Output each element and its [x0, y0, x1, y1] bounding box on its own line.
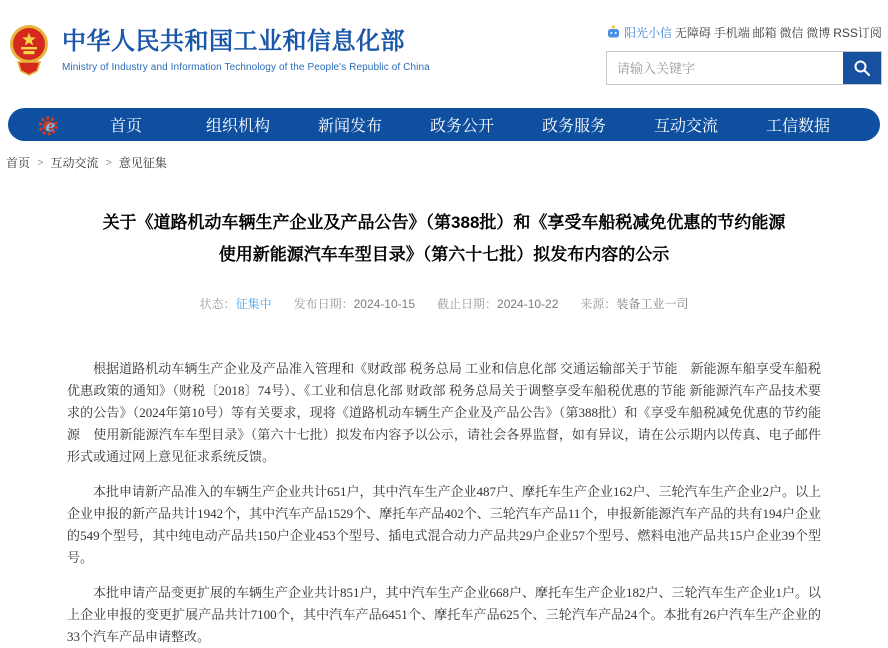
main-navbar [8, 108, 880, 141]
quick-link-sunshine-bot[interactable] [606, 24, 672, 41]
status-badge: 征集中 [235, 297, 272, 311]
meta-publish-label: 发布日期： [293, 297, 354, 311]
quick-link-label: 手机端 [713, 26, 750, 40]
breadcrumb-home[interactable]: 首页 [6, 156, 31, 170]
meta-publish-value: 2024-10-15 [353, 297, 415, 311]
nav-item-organization[interactable]: 组织机构 [205, 118, 270, 135]
article-content [67, 358, 821, 648]
nav-item-interaction[interactable]: 互动交流 [653, 118, 718, 135]
nav-item-gov-services[interactable]: 政务服务 [541, 118, 606, 135]
search-input[interactable] [607, 52, 843, 84]
ministry-name-en: Ministry of Industry and Information Technology of the People's Republic of China [62, 62, 430, 73]
svg-text:e: e [45, 116, 56, 135]
quick-link-rss[interactable] [833, 24, 882, 41]
meta-source-label: 来源： [580, 297, 617, 311]
nav-item-gov-disclosure[interactable]: 政务公开 [429, 118, 494, 135]
ministry-name-cn: 中华人民共和国工业和信息化部 [62, 28, 405, 55]
quick-link-mobile[interactable] [714, 24, 750, 41]
nav-item-industry-data[interactable]: 工信数据 [765, 118, 830, 135]
meta-deadline-date [437, 295, 558, 312]
search-icon [853, 59, 871, 77]
nav-item-home[interactable]: 首页 [109, 118, 142, 135]
quick-link-label: 邮箱 [752, 26, 777, 40]
search-button[interactable] [843, 52, 881, 84]
sunshine-bot-icon [606, 25, 621, 40]
quick-link-mail[interactable] [753, 24, 777, 41]
article-title [67, 207, 821, 271]
meta-source [580, 295, 688, 312]
breadcrumb-separator: > [37, 156, 44, 169]
meta-publish-date [294, 295, 415, 312]
quick-link-label: 阳光小信 [624, 26, 673, 40]
breadcrumb-current-opinion-collection[interactable]: 意见征集 [118, 156, 167, 170]
breadcrumb-separator: > [105, 156, 112, 169]
quick-link-accessibility[interactable] [675, 24, 711, 41]
quick-link-label: 微信 [779, 26, 804, 40]
miit-gear-e-logo-icon [38, 112, 64, 138]
meta-source-value: 装备工业一司 [616, 297, 689, 311]
search-bar [606, 51, 882, 85]
quick-link-label: RSS订阅 [833, 26, 882, 40]
site-logo-link[interactable] [8, 22, 430, 78]
quick-link-wechat[interactable] [780, 24, 804, 41]
quick-link-label: 微博 [806, 26, 831, 40]
breadcrumb-interaction[interactable]: 互动交流 [50, 156, 99, 170]
site-header [0, 0, 888, 100]
article-paragraph-1: 根据道路机动车辆生产企业及产品准入管理和《财政部 税务总局 工业和信息化部 交通运输部关于节能 新能源车船享受车船税优惠政策的通知》（财税〔2018〕74号）、《工业和信息化部 财政部 税务总局关于调整享受车船税优惠的节能 新能源汽车产品技术要求的公告》（2024年第10号）等有关要求，现将《道路机动车辆生产企业及产品公告》（第388批）和《享受车船税减免优惠的节约能源 使用新能源汽车车型目录》（第六十七批）拟发布内容予以公示，请社会各界监督，如有异议，请在公示期内以传真、电子邮件形式或通过网上意见征求系统反馈。 [67, 361, 821, 464]
quick-link-label: 无障碍 [674, 26, 711, 40]
breadcrumb [0, 141, 888, 171]
meta-status-label: 状态： [199, 297, 236, 311]
article-title-line2: 使用新能源汽车车型目录》（第六十七批）拟发布内容的公示 [218, 245, 670, 264]
article-meta [67, 295, 821, 312]
article-title-line1: 关于《道路机动车辆生产企业及产品公告》（第388批）和《享受车船税减免优惠的节约能源 [102, 213, 786, 232]
nav-item-news[interactable]: 新闻发布 [317, 118, 382, 135]
article-paragraph-2: 本批申请新产品准入的车辆生产企业共计651户，其中汽车生产企业487户、摩托车生产企业162户、三轮汽车生产企业2户。以上企业申报的新产品共计1942个，其中汽车产品1529个、摩托车产品402个、三轮汽车产品11个，申报新能源汽车产品的共有194户企业的549个型号，其中纯电动产品共150户企业453个型号、插电式混合动力产品共29户企业57个型号、燃料电池产品共15户企业39个型号。 [67, 484, 822, 565]
header-right [606, 24, 882, 85]
brand-text [62, 27, 430, 73]
meta-deadline-value: 2024-10-22 [497, 297, 559, 311]
meta-status [200, 295, 272, 312]
national-emblem-icon [8, 22, 50, 78]
meta-deadline-label: 截止日期： [437, 297, 498, 311]
article-paragraph-3: 本批申请产品变更扩展的车辆生产企业共计851户，其中汽车生产企业668户、摩托车生产企业182户、三轮汽车生产企业1户。以上企业申报的变更扩展产品共计7100个，其中汽车产品6451个、摩托车产品625个、三轮汽车产品24个。本批有26户汽车生产企业的33个汽车产品申请整改。 [67, 585, 822, 644]
article [67, 207, 821, 648]
quick-link-weibo[interactable] [806, 24, 830, 41]
quick-links [606, 24, 882, 41]
